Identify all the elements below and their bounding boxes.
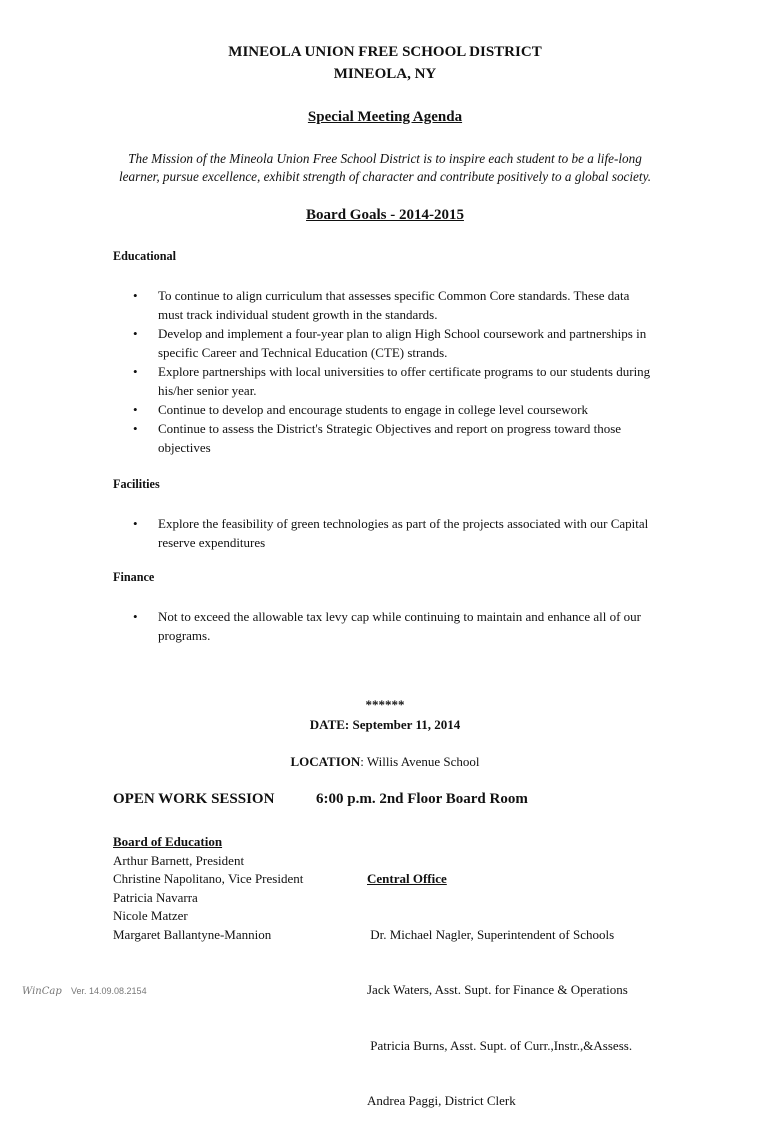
- open-work-session-label: OPEN WORK SESSION: [113, 791, 275, 807]
- session-time-location: 6:00 p.m. 2nd Floor Board Room: [316, 791, 528, 807]
- section-heading-finance: Finance: [113, 570, 155, 584]
- wincap-logo: WinCap: [22, 986, 62, 997]
- educational-goals-list: [130, 286, 675, 457]
- list-item: • Explore partnerships with local universities to offer certificate programs to our students during his/her senior year.: [130, 362, 675, 400]
- list-item: Dr. Michael Nagler, Superintendent of Schools: [367, 926, 615, 942]
- meeting-date: DATE: September 11, 2014: [309, 717, 461, 732]
- list-item: Christine Napolitano, Vice President: [113, 871, 304, 886]
- district-location: MINEOLA, NY: [333, 66, 437, 82]
- list-item: Jack Waters, Asst. Supt. for Finance & Operations: [367, 982, 628, 997]
- mission-statement: [0, 150, 770, 186]
- version-label: Ver. 14.09.08.2154: [71, 986, 147, 996]
- list-item: • Continue to assess the District's Strategic Objectives and report on progress toward those objectives: [130, 419, 675, 457]
- list-item: Arthur Barnett, President: [113, 852, 245, 868]
- meeting-location: [0, 754, 770, 770]
- location-label: LOCATION: [290, 754, 361, 769]
- list-item: Patricia Navarra: [113, 889, 198, 905]
- central-office-heading: Central Office: [367, 871, 447, 886]
- list-item: • Not to exceed the allowable tax levy cap while continuing to maintain and enhance all of our programs.: [130, 607, 675, 645]
- board-of-education-heading: Board of Education: [113, 834, 223, 849]
- central-office-column: [367, 833, 632, 1148]
- list-item: • To continue to align curriculum that assesses specific Common Core standards. These data must track individual student growth in the standards.: [130, 286, 675, 324]
- list-item: • Develop and implement a four-year plan to align High School coursework and partnerships in specific Career and Technical Education (CTE) strands.: [130, 324, 675, 362]
- list-item: Patricia Burns, Asst. Supt. of Curr.,Instr.,&Assess.: [367, 1037, 633, 1053]
- finance-goals-list: [130, 607, 675, 645]
- list-item: • Explore the feasibility of green technologies as part of the projects associated with our Capital reserve expenditures: [130, 514, 675, 552]
- section-heading-educational: Educational: [113, 249, 176, 263]
- list-item: Margaret Ballantyne-Mannion: [113, 926, 272, 942]
- mission-line-2: learner, pursue excellence, exhibit strength of character and contribute positively to a global society.: [118, 169, 651, 184]
- board-of-education-column: [113, 833, 303, 944]
- facilities-goals-list: [130, 514, 675, 552]
- separator-stars: ******: [365, 697, 405, 712]
- list-item: Nicole Matzer: [113, 908, 188, 923]
- list-item: Andrea Paggi, District Clerk: [367, 1093, 516, 1108]
- list-item: • Continue to develop and encourage students to engage in college level coursework: [130, 400, 675, 419]
- district-name: MINEOLA UNION FREE SCHOOL DISTRICT: [228, 44, 542, 60]
- location-value: : Willis Avenue School: [360, 754, 480, 769]
- mission-line-1: The Mission of the Mineola Union Free School District is to inspire each student to be a life-long: [128, 151, 642, 166]
- section-heading-facilities: Facilities: [113, 477, 160, 491]
- board-goals-title: Board Goals - 2014-2015: [306, 207, 464, 223]
- agenda-title: Special Meeting Agenda: [307, 109, 463, 125]
